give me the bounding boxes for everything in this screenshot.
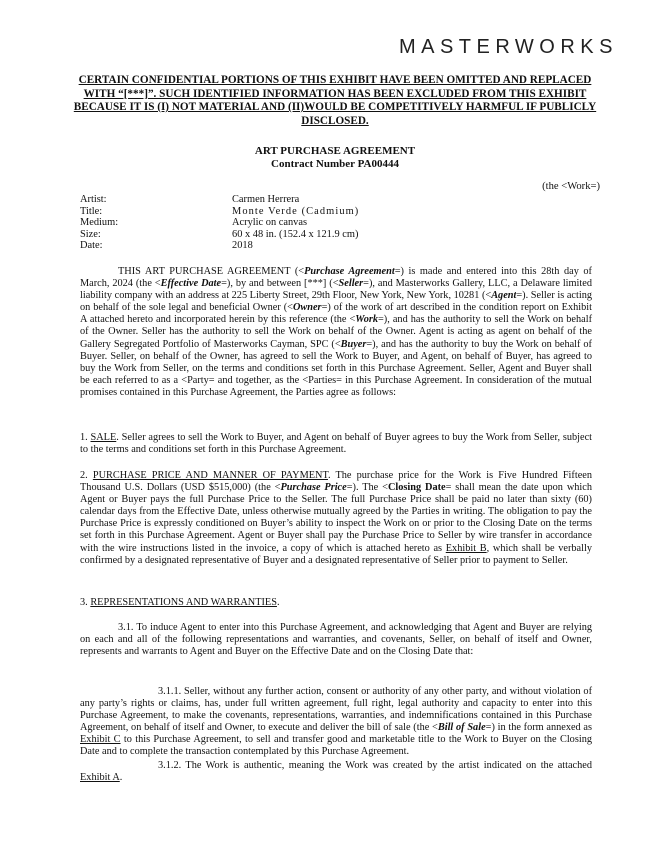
detail-row-title	[80, 206, 359, 218]
detail-value: 60 x 48 in. (152.4 x 121.9 cm)	[232, 228, 359, 240]
detail-label: Size:	[80, 228, 101, 240]
detail-row-size	[80, 229, 359, 241]
detail-row-medium	[80, 217, 359, 229]
detail-label: Title:	[80, 205, 103, 217]
detail-label: Artist:	[80, 194, 107, 205]
section-purchase-price: 2. PURCHASE PRICE AND MANNER OF PAYMENT. The purchase price for the Work is Five Hundred Fifteen Thousand U.S. Dollars (USD $515,000) (the <Purchase Price=). The <Closing Date= shall mean the date upon which Agent or Buyer pays the full Purchase Price to the Seller. The full Purchase Price shall be paid no later than sixty (60) calendar days from the Effective Date, unless otherwise mutually agreed by the Parties in writing. The obligation to pay the Purchase Price is expressly conditioned on Buyer’s ability to inspect the Work on or prior to the Closing Date on the terms set forth in this Purchase Agreement. Agent or Buyer shall pay the Purchase Price to Seller by wire transfer in accordance with the wire instructions listed in the invoice, a copy of which is attached hereto as Exhibit B, which shall be verbally confirmed by a designated representative of Buyer and a designated representative of Seller prior to payment to Seller.	[80, 470, 592, 566]
detail-label: Date:	[80, 240, 103, 252]
work-reference: (the <Work=)	[542, 181, 600, 192]
detail-value: Acrylic on canvas	[232, 217, 308, 229]
detail-row-date	[80, 240, 359, 252]
detail-value: 2018	[232, 240, 253, 252]
intro-paragraph: THIS ART PURCHASE AGREEMENT (<Purchase Agreement=) is made and entered into this 28th day of March, 2024 (the <Effective Date=), by and between [***] (<Seller=), and Masterworks Gallery, LLC, a Delaware limited liability company with an address at 225 Liberty Street, 29th Floor, New York, New York, 10281 (<Agent=). Seller is acting on behalf of the sole legal and beneficial Owner (<Owner=) of the work of art described in the condition report on Exhibit A attached hereto and incorporated herein by this reference (the <Work=), and has the authority to sell the Work on behalf of the Owner. Seller has the authority to sell the Work on behalf of the Owner. Agent is acting as agent on behalf of the Gallery Segregated Portfolio of Masterworks Cayman, SPC (<Buyer=), and has the authority to buy the Work on behalf of Buyer. Seller, on behalf of the Owner, has agreed to sell the Work to Buyer, and Agent, on behalf of Buyer, has agreed to buy the Work from Seller, on the terms and conditions set forth in this Purchase Agreement. Seller, Agent and Buyer shall be each referred to as a <Party= and together, as the <Parties= in this Purchase Agreement. In consideration of the mutual promises contained in this Purchase Agreement, the Parties agree as follows:	[80, 266, 592, 398]
section-3-1-1: 3.1.1. Seller, without any further action, consent or authority of any other party, and without violation of any party’s rights or claims, has, under full written agreement, full right, legal authority and capacity to enter into this Purchase Agreement, to make the covenants, representations, warranties, and indemnifications contained in this Purchase Agreement, on behalf of itself and Owner, to execute and deliver the bill of sale (the <Bill of Sale=) in the form annexed as Exhibit C to this Purchase Agreement, to sell and transfer good and marketable title to the Work to Buyer on the Closing Date and to complete the transaction contemplated by this Purchase Agreement.	[80, 686, 593, 758]
section-representations: 3. REPRESENTATIONS AND WARRANTIES.	[80, 597, 280, 608]
confidential-notice: CERTAIN CONFIDENTIAL PORTIONS OF THIS EXHIBIT HAVE BEEN OMITTED AND REPLACED WITH “[***]”. SUCH IDENTIFIED INFORMATION HAS BEEN EXCLUDED FROM THIS EXHIBIT BECAUSE IT IS (I) NOT MATERIAL AND (II)WOULD BE COMPETITIVELY HARMFUL IF PUBLICLY DISCLOSED.	[73, 74, 597, 127]
masterworks-logo: MASTERWORKS	[398, 36, 618, 58]
work-details	[80, 194, 359, 252]
detail-row-artist	[80, 194, 359, 206]
section-3-1: 3.1. To induce Agent to enter into this Purchase Agreement, and acknowledging that Agent and Buyer are relying on each and all of the following representations and warranties, and covenants, Seller, on behalf of itself and Owner, represents and warrants to Agent and Buyer on the Effective Date and on the Closing Date that:	[80, 622, 592, 658]
section-sale: 1. SALE. Seller agrees to sell the Work to Buyer, and Agent on behalf of Buyer agrees to buy the Work from Seller, subject to the terms and conditions set forth in this Purchase Agreement.	[80, 432, 593, 456]
agreement-title-block	[0, 145, 670, 171]
detail-value: Carmen Herrera	[232, 194, 300, 205]
contract-number: Contract Number PA00444	[271, 158, 399, 170]
agreement-title: ART PURCHASE AGREEMENT	[254, 145, 416, 157]
section-3-1-2: 3.1.2. The Work is authentic, meaning the Work was created by the artist indicated on the attached Exhibit A.	[80, 760, 592, 784]
detail-value: Monte Verde (Cadmium)	[232, 205, 360, 217]
detail-label: Medium:	[80, 217, 119, 229]
